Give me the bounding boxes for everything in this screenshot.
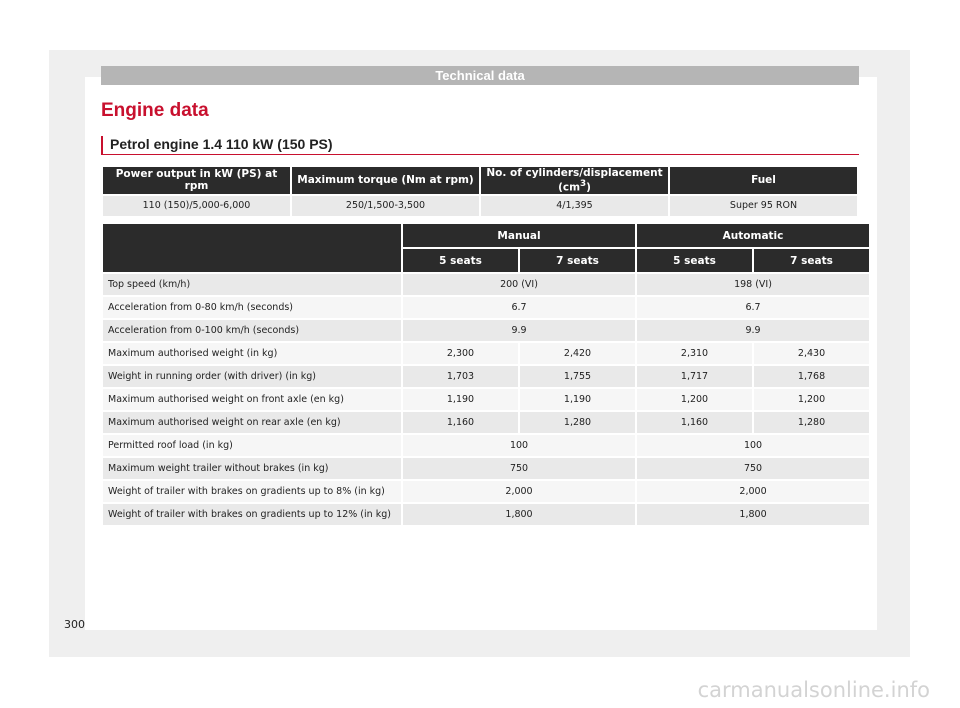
col-displacement (481, 167, 668, 194)
table-row (103, 196, 857, 216)
watermark: carmanualsonline.info (697, 678, 930, 702)
col-fuel: Fuel (670, 167, 857, 194)
superscript: 3 (580, 179, 587, 189)
close-paren: ) (586, 181, 591, 194)
cell-manual: 2,000 (403, 481, 635, 502)
cell-manual: 9.9 (403, 320, 635, 341)
cell-manual: 200 (VI) (403, 274, 635, 295)
sub-auto-5: 5 seats (637, 249, 752, 272)
cell-fuel: Super 95 RON (670, 196, 857, 216)
cell-automatic: 100 (637, 435, 869, 456)
cell-automatic: 2,000 (637, 481, 869, 502)
table-row (103, 274, 869, 295)
row-label: Maximum authorised weight (in kg) (103, 343, 401, 364)
cell-automatic: 9.9 (637, 320, 869, 341)
page-number: 300 (64, 618, 85, 631)
row-label: Maximum authorised weight on rear axle (en kg) (103, 412, 401, 433)
cell-value: 1,200 (754, 389, 869, 410)
cell-torque: 250/1,500-3,500 (292, 196, 479, 216)
row-label: Acceleration from 0-80 km/h (seconds) (103, 297, 401, 318)
row-label: Weight in running order (with driver) (in kg) (103, 366, 401, 387)
row-label: Weight of trailer with brakes on gradients up to 8% (in kg) (103, 481, 401, 502)
cell-value: 1,190 (520, 389, 635, 410)
cell-manual: 6.7 (403, 297, 635, 318)
section-header: Technical data (101, 66, 859, 85)
cell-value: 1,280 (520, 412, 635, 433)
cell-value: 1,717 (637, 366, 752, 387)
table-row (103, 458, 869, 479)
cell-value: 1,160 (403, 412, 518, 433)
engine-subtitle: Petrol engine 1.4 110 kW (150 PS) (101, 136, 859, 155)
cell-manual: 750 (403, 458, 635, 479)
table-row (103, 504, 869, 525)
cell-value: 2,300 (403, 343, 518, 364)
engine-table-header (103, 167, 857, 194)
col-displacement-text: No. of cylinders/displacement (cm (486, 167, 663, 194)
cell-automatic: 6.7 (637, 297, 869, 318)
cell-value: 1,768 (754, 366, 869, 387)
cell-value: 1,160 (637, 412, 752, 433)
cell-value: 1,703 (403, 366, 518, 387)
cell-automatic: 198 (VI) (637, 274, 869, 295)
col-power: Power output in kW (PS) at rpm (103, 167, 290, 194)
group-manual: Manual (403, 224, 635, 247)
cell-value: 1,200 (637, 389, 752, 410)
table-row (103, 435, 869, 456)
table-row (103, 343, 869, 364)
cell-automatic: 1,800 (637, 504, 869, 525)
cell-value: 2,430 (754, 343, 869, 364)
table-row (103, 481, 869, 502)
row-label: Top speed (km/h) (103, 274, 401, 295)
row-label: Maximum authorised weight on front axle (en kg) (103, 389, 401, 410)
group-header-row (103, 224, 869, 247)
cell-manual: 1,800 (403, 504, 635, 525)
sub-manual-7: 7 seats (520, 249, 635, 272)
cell-displacement: 4/1,395 (481, 196, 668, 216)
cell-power: 110 (150)/5,000-6,000 (103, 196, 290, 216)
row-label: Maximum weight trailer without brakes (in kg) (103, 458, 401, 479)
row-label: Permitted roof load (in kg) (103, 435, 401, 456)
table-row (103, 389, 869, 410)
table-row (103, 412, 869, 433)
cell-value: 2,310 (637, 343, 752, 364)
row-label: Acceleration from 0-100 km/h (seconds) (103, 320, 401, 341)
cell-value: 2,420 (520, 343, 635, 364)
table-row (103, 297, 869, 318)
sub-auto-7: 7 seats (754, 249, 869, 272)
col-torque: Maximum torque (Nm at rpm) (292, 167, 479, 194)
group-automatic: Automatic (637, 224, 869, 247)
cell-value: 1,755 (520, 366, 635, 387)
row-label: Weight of trailer with brakes on gradients up to 12% (in kg) (103, 504, 401, 525)
table-row (103, 366, 869, 387)
blank-header (103, 224, 401, 272)
cell-manual: 100 (403, 435, 635, 456)
engine-table (101, 165, 859, 218)
table-row (103, 320, 869, 341)
performance-table (101, 222, 871, 527)
cell-value: 1,280 (754, 412, 869, 433)
cell-automatic: 750 (637, 458, 869, 479)
sub-manual-5: 5 seats (403, 249, 518, 272)
page-title: Engine data (101, 100, 209, 121)
cell-value: 1,190 (403, 389, 518, 410)
